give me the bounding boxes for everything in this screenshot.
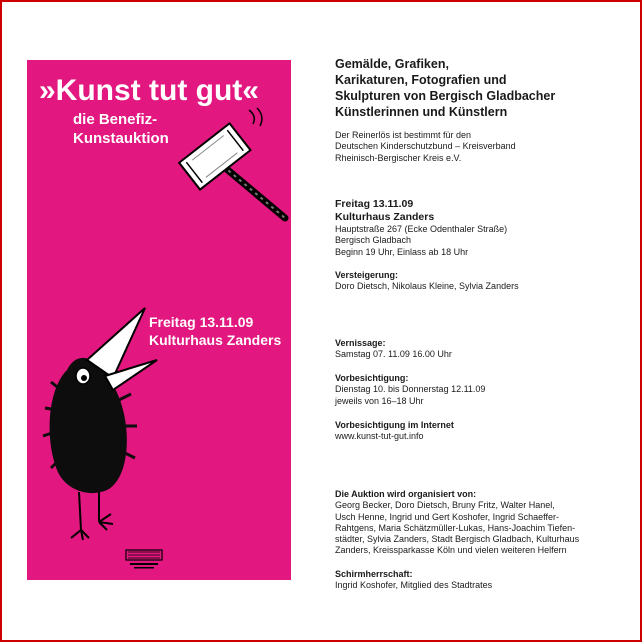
online-label: Vorbesichtigung im Internet	[335, 420, 454, 430]
patronage-block	[335, 569, 625, 592]
organizers-line: Zanders, Kreissparkasse Köln und vielen weiteren Helfern	[335, 545, 567, 556]
organizers-label: Die Auktion wird organisiert von:	[335, 489, 477, 499]
vernissage-block	[335, 338, 625, 361]
preview-line: jeweils von 16–18 Uhr	[335, 395, 424, 406]
organizers-line: Rahtgens, Maria Schätzmüller-Lukas, Hans-Joachim Tiefen-	[335, 522, 576, 533]
vernissage-value: Samstag 07. 11.09 16.00 Uhr	[335, 349, 452, 360]
hammer-icon	[179, 108, 285, 218]
kulturhaus-logo-icon	[124, 546, 164, 572]
charity-line: Der Reinerlös ist bestimmt für den	[335, 130, 472, 140]
headline-line: Künstlerinnen und Künstlern	[335, 105, 508, 119]
patronage-value: Ingrid Koshofer, Mitglied des Stadtrates	[335, 580, 493, 591]
auction-value: Doro Dietsch, Nikolaus Kleine, Sylvia Zanders	[335, 281, 519, 292]
poster-title: »Kunst tut gut«	[39, 74, 259, 107]
bird-icon	[43, 308, 157, 540]
poster-event	[149, 313, 281, 349]
event-address-line: Bergisch Gladbach	[335, 235, 412, 246]
poster-event-venue: Kulturhaus Zanders	[149, 332, 282, 348]
charity-note	[335, 130, 625, 164]
preview-line: Dienstag 10. bis Donnerstag 12.11.09	[335, 384, 486, 395]
event-block	[335, 198, 625, 258]
online-block	[335, 420, 625, 443]
event-address-line: Beginn 19 Uhr, Einlass ab 18 Uhr	[335, 246, 469, 257]
event-date: Freitag 13.11.09	[335, 198, 414, 210]
headline-line: Karikaturen, Fotografien und	[335, 73, 507, 87]
organizers-line: städter, Sylvia Zanders, Stadt Bergisch Gladbach, Kulturhaus	[335, 534, 580, 545]
poster-subtitle-line: die Benefiz-	[73, 111, 158, 128]
poster-subtitle-line: Kunstauktion	[73, 130, 169, 147]
patronage-label: Schirmherrschaft:	[335, 569, 413, 579]
charity-line: Deutschen Kinderschutzbund – Kreisverband	[335, 141, 516, 152]
event-poster	[27, 60, 291, 580]
vernissage-label: Vernissage:	[335, 338, 386, 348]
event-venue: Kulturhaus Zanders	[335, 211, 435, 223]
website-link[interactable]: www.kunst-tut-gut.info	[335, 431, 424, 442]
organizers-line: Georg Becker, Doro Dietsch, Bruny Fritz, Walter Hanel,	[335, 500, 555, 511]
auction-label: Versteigerung:	[335, 270, 399, 280]
headline	[335, 56, 625, 120]
poster-subtitle	[73, 110, 169, 148]
event-address-line: Hauptstraße 267 (Ecke Odenthaler Straße)	[335, 224, 508, 234]
preview-block	[335, 373, 625, 407]
poster-event-date: Freitag 13.11.09	[149, 314, 254, 330]
organizers-block	[335, 489, 625, 557]
headline-line: Gemälde, Grafiken,	[335, 57, 449, 71]
auction-block	[335, 270, 625, 293]
charity-line: Rheinisch-Bergischer Kreis e.V.	[335, 152, 462, 163]
preview-label: Vorbesichtigung:	[335, 373, 409, 383]
headline-line: Skulpturen von Bergisch Gladbacher	[335, 89, 556, 103]
organizers-line: Usch Henne, Ingrid und Gert Koshofer, Ingrid Schaeffer-	[335, 511, 559, 522]
